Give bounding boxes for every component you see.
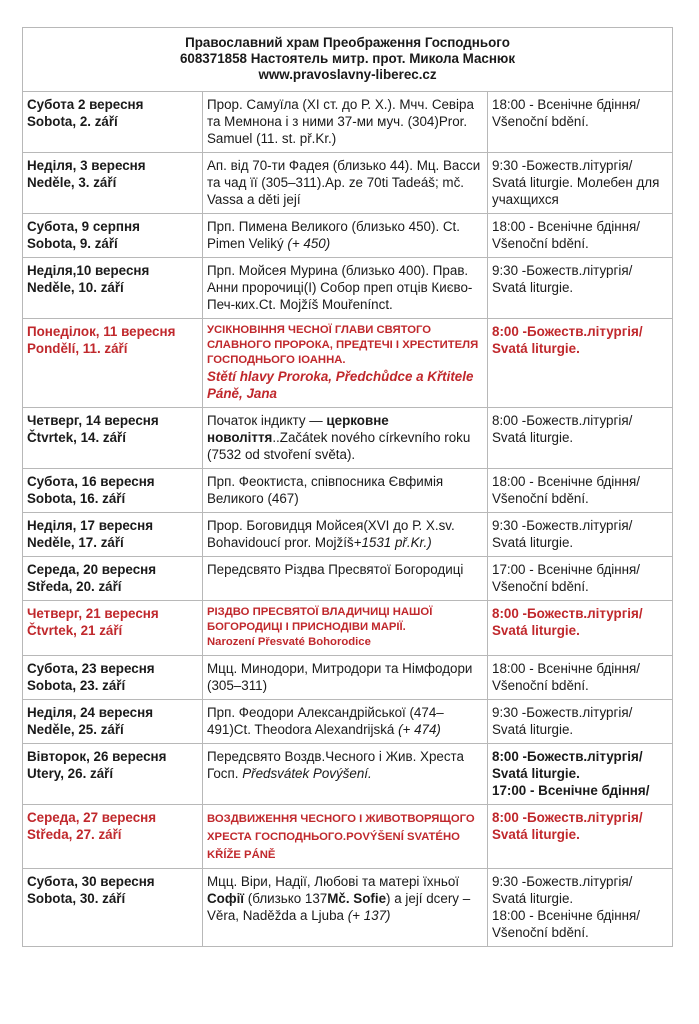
date-uk: Неділя, 3 вересня xyxy=(27,158,146,173)
date-cell xyxy=(23,153,203,214)
date-cz: Sobota, 2. září xyxy=(27,114,118,129)
date-cell xyxy=(23,656,203,700)
service-cell xyxy=(488,92,673,153)
saint-cell xyxy=(203,869,488,947)
table-row xyxy=(23,319,673,408)
table-row xyxy=(23,869,673,947)
date-uk: Субота, 30 вересня xyxy=(27,874,155,889)
date-cz: Sobota, 16. září xyxy=(27,491,126,506)
saint-text-2: (близько 137 xyxy=(247,891,328,906)
date-uk: Четверг, 14 вересня xyxy=(27,413,159,428)
date-cz: Neděle, 25. září xyxy=(27,722,124,737)
service-cell xyxy=(488,805,673,869)
date-uk: Четверг, 21 вересня xyxy=(27,606,159,621)
date-cell xyxy=(23,408,203,469)
date-cz: Sobota, 23. září xyxy=(27,678,126,693)
header-cell xyxy=(23,28,673,92)
saint-cell xyxy=(203,469,488,513)
website-link[interactable]: www.pravoslavny-liberec.cz xyxy=(258,67,437,82)
saint-highlight-cz: Mč. Sofie xyxy=(327,891,387,906)
saint-cell xyxy=(203,656,488,700)
saint-cell xyxy=(203,408,488,469)
table-row xyxy=(23,513,673,557)
date-cell xyxy=(23,319,203,408)
saint-text: Передсвято Різдва Пресвятої Богородиці xyxy=(207,562,464,577)
saint-highlight: церковне новоліття xyxy=(207,413,389,445)
table-row xyxy=(23,92,673,153)
date-uk: Середа, 20 вересня xyxy=(27,562,157,577)
date-uk: Понеділок, 11 вересня xyxy=(27,324,176,339)
contact-line: 608371858 Настоятель митр. прот. Микола Маснюк xyxy=(179,51,516,66)
table-row xyxy=(23,744,673,805)
saint-text: Мцц. Минодори, Митродори та Німфодори (305–311) xyxy=(207,661,473,693)
date-cz: Neděle, 3. září xyxy=(27,175,117,190)
header-row xyxy=(23,28,673,92)
date-uk: Неділя,10 вересня xyxy=(27,263,150,278)
service-text: 8:00 -Божеств.літургія/ Svatá liturgie. xyxy=(492,413,633,445)
service-text: 18:00 - Всенічне бдіння/ Všenoční bdění. xyxy=(492,474,641,506)
saint-cell xyxy=(203,153,488,214)
saint-cell xyxy=(203,92,488,153)
saint-text: Прп. Феодори Александрійської (474–491)Ct. Theodora Alexandrijská xyxy=(207,705,444,737)
service-text: 18:00 - Всенічне бдіння/ Všenoční bdění. xyxy=(492,97,641,129)
table-row xyxy=(23,805,673,869)
service-text: 18:00 - Всенічне бдіння/ Všenoční bdění. xyxy=(492,661,641,693)
date-cell xyxy=(23,700,203,744)
service-text: 8:00 -Божеств.літургія/ Svatá liturgie. xyxy=(492,810,643,842)
date-uk: Субота, 9 серпня xyxy=(27,219,140,234)
church-name: Православний храм Преображення Господнього xyxy=(185,35,510,50)
service-cell xyxy=(488,656,673,700)
service-cell xyxy=(488,601,673,656)
service-cell xyxy=(488,258,673,319)
table-row xyxy=(23,214,673,258)
table-row xyxy=(23,469,673,513)
service-text: 9:30 -Божеств.літургія/ Svatá liturgie. xyxy=(492,705,633,737)
saint-cell xyxy=(203,557,488,601)
date-cz: Středa, 27. září xyxy=(27,827,122,842)
service-text: 9:30 -Божеств.літургія/ Svatá liturgie. xyxy=(492,874,633,906)
service-text: 18:00 - Всенічне бдіння/ Všenoční bdění. xyxy=(492,219,641,251)
date-uk: Субота 2 вересня xyxy=(27,97,144,112)
service-text: 9:30 -Божеств.літургія/ Svatá liturgie. Молебен для учахщихся xyxy=(492,158,660,207)
date-cell xyxy=(23,92,203,153)
feast-title: РІЗДВО ПРЕСВЯТОЇ ВЛАДИЧИЦІ НАШОЇ БОГОРОДИЦІ І ПРИСНОДІВИ МАРІЇ. xyxy=(207,606,433,633)
date-uk: Неділя, 24 вересня xyxy=(27,705,154,720)
date-cz: Neděle, 10. září xyxy=(27,280,124,295)
date-cz: Utery, 26. září xyxy=(27,766,114,781)
saint-cell xyxy=(203,258,488,319)
service-cell xyxy=(488,469,673,513)
date-cz: Neděle, 17. září xyxy=(27,535,124,550)
date-uk: Середа, 27 вересня xyxy=(27,810,157,825)
service-text: 17:00 - Всенічне бдіння/ Všenoční bdění. xyxy=(492,562,641,594)
date-cz: Sobota, 30. září xyxy=(27,891,126,906)
saint-cell xyxy=(203,601,488,656)
saint-cell xyxy=(203,744,488,805)
schedule-page xyxy=(22,27,672,947)
date-uk: Неділя, 17 вересня xyxy=(27,518,154,533)
date-cell xyxy=(23,258,203,319)
service-cell xyxy=(488,408,673,469)
feast-title-cz: Stětí hlavy Proroka, Předchůdce a Křtitele Páně, Jana xyxy=(207,369,474,401)
date-cell xyxy=(23,869,203,947)
saint-cell xyxy=(203,513,488,557)
saint-text-cz: ) a její dcery – Věra, Naděžda a Ljuba xyxy=(207,891,471,923)
saint-text: Прор. Самуїла (XI ст. до Р. Х.). Мчч. Севіра та Мемнона і з ними 37-ми муч. (304)Pror. Samuel (11. st. př.Kr.) xyxy=(207,97,474,146)
date-uk: Вівторок, 26 вересня xyxy=(27,749,167,764)
saint-text: Мцц. Віри, Надії, Любові та матері їхньої xyxy=(207,874,460,889)
date-cz: Čtvrtek, 14. září xyxy=(27,430,126,445)
saint-note: (+ 137) xyxy=(347,908,391,923)
service-text: 9:30 -Божеств.літургія/ Svatá liturgie. xyxy=(492,518,633,550)
date-cell xyxy=(23,601,203,656)
saint-note: (+ 450) xyxy=(287,236,331,251)
service-cell xyxy=(488,513,673,557)
date-cell xyxy=(23,805,203,869)
table-row xyxy=(23,557,673,601)
feast-title: УСІКНОВІННЯ ЧЕСНОЇ ГЛАВИ СВЯТОГО СЛАВНОГО ПРОРОКА, ПРЕДТЕЧІ І ХРЕСТИТЕЛЯ ГОСПОДНЬОГО ІОАННА. xyxy=(207,324,479,366)
service-cell xyxy=(488,557,673,601)
saint-cell xyxy=(203,805,488,869)
saint-cell xyxy=(203,319,488,408)
saint-text: Прор. Боговидця Мойсея(XVI до Р. X.sv. Bohavidoucí pror. Mojžíš xyxy=(207,518,455,550)
feast-title: ВОЗДВИЖЕННЯ ЧЕСНОГО І ЖИВОТВОРЯЩОГО ХРЕСТА ГОСПОДНЬОГО.POVÝŠENÍ SVATÉHO KŘÍŽE PÁNĚ xyxy=(207,813,475,861)
table-row xyxy=(23,153,673,214)
service-cell xyxy=(488,214,673,258)
table-row xyxy=(23,601,673,656)
date-cell xyxy=(23,469,203,513)
schedule-table xyxy=(22,27,673,947)
saint-note: +1531 př.Kr.) xyxy=(353,535,432,550)
table-row xyxy=(23,258,673,319)
service-text: 8:00 -Божеств.літургія/ Svatá liturgie. xyxy=(492,606,643,638)
saint-text: Прп. Феоктиста, співпосника Євфимія Великого (467) xyxy=(207,474,444,506)
table-row xyxy=(23,700,673,744)
saint-note: (+ 474) xyxy=(398,722,441,737)
saint-text-cz: ..Začátek nového církevního roku (7532 od stvoření světa). xyxy=(207,430,471,462)
date-cell xyxy=(23,557,203,601)
service-cell xyxy=(488,744,673,805)
date-cell xyxy=(23,513,203,557)
service-text-2: 18:00 - Всенічне бдіння/ Všenoční bdění. xyxy=(492,908,641,940)
saint-cell xyxy=(203,214,488,258)
saint-text: Початок індикту — xyxy=(207,413,323,428)
service-text: 9:30 -Божеств.літургія/ Svatá liturgie. xyxy=(492,263,633,295)
service-cell xyxy=(488,869,673,947)
service-cell xyxy=(488,153,673,214)
saint-note: Předsvátek Povýšení. xyxy=(242,766,372,781)
saint-text: Ап. від 70-ти Фадея (близько 44). Мц. Васси та чад її (305–311).Ap. ze 70ti Tadeáš; mč. Vassa a děti její xyxy=(207,158,481,207)
service-text: 8:00 -Божеств.літургія/ Svatá liturgie. xyxy=(492,749,643,781)
service-text: 8:00 -Божеств.літургія/ Svatá liturgie. xyxy=(492,324,643,356)
saint-text: Прп. Пимена Великого (близько 450). Ct. Pimen Veliký xyxy=(207,219,460,251)
date-cell xyxy=(23,744,203,805)
saint-text: Прп. Мойсея Мурина (близько 400). Прав. Анни пророчиці(І) Собор преп отців Києво-Печ-ких.Ct. Mojžíš Mouřenínct. xyxy=(207,263,473,312)
date-cz: Pondělí, 11. září xyxy=(27,341,128,356)
date-cz: Sobota, 9. září xyxy=(27,236,118,251)
service-cell xyxy=(488,700,673,744)
date-cell xyxy=(23,214,203,258)
date-uk: Субота, 23 вересня xyxy=(27,661,155,676)
feast-title-cz: Narození Přesvaté Bohorodice xyxy=(207,636,371,648)
saint-cell xyxy=(203,700,488,744)
date-cz: Čtvrtek, 21 září xyxy=(27,623,123,638)
table-row xyxy=(23,656,673,700)
date-uk: Субота, 16 вересня xyxy=(27,474,155,489)
saint-highlight: Софії xyxy=(207,891,245,906)
service-text-2: 17:00 - Всенічне бдіння/ xyxy=(492,783,650,798)
saint-text: Передсвято Воздв.Чесного і Жив. Хреста Госп. xyxy=(207,749,464,781)
table-row xyxy=(23,408,673,469)
service-cell xyxy=(488,319,673,408)
date-cz: Středa, 20. září xyxy=(27,579,122,594)
